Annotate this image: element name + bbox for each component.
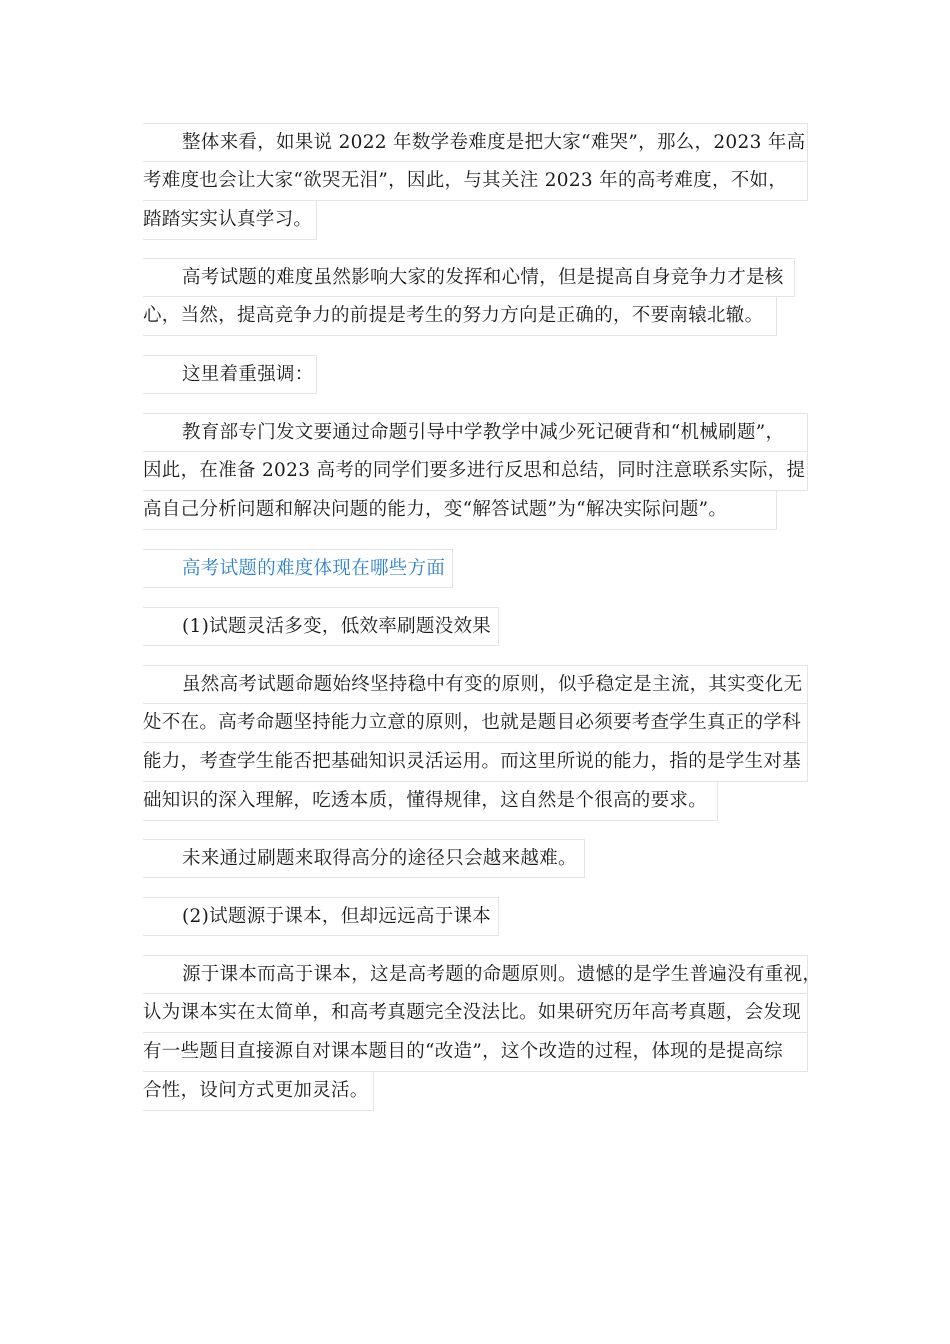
text-line: 源于课本而高于课本，这是高考题的命题原则。遗憾的是学生普遍没有重视， [143,955,808,994]
text-line: 未来通过刷题来取得高分的途径只会越来越难。 [143,839,585,878]
paragraph-overall-view [143,123,808,240]
text-line: 踏踏实实认真学习。 [143,201,317,240]
text-line: 合性，设问方式更加灵活。 [143,1072,374,1111]
text-line: 考难度也会让大家“欲哭无泪”，因此，与其关注 2023 年的高考难度，不如， [143,162,808,201]
text-line: 教育部专门发文要通过命题引导中学教学中减少死记硬背和“机械刷题”， [143,413,808,452]
text-line: 能力，考查学生能否把基础知识灵活运用。而这里所说的能力，指的是学生对基 [143,743,808,782]
text-line: 础知识的深入理解，吃透本质，懂得规律，这自然是个很高的要求。 [143,782,718,821]
subheading-textbook [143,897,808,936]
text-line: 心，当然，提高竞争力的前提是考生的努力方向是正确的，不要南辕北辙。 [143,297,777,336]
paragraph-emphasis [143,355,808,394]
section-heading [143,549,808,588]
text-line: 这里着重强调： [143,355,317,394]
text-line: 虽然高考试题命题始终坚持稳中有变的原则，似乎稳定是主流，其实变化无 [143,665,808,704]
paragraph-textbook-origin [143,955,822,1111]
heading-line: 高考试题的难度体现在哪些方面 [143,549,453,588]
text-line: 有一些题目直接源自对课本题目的“改造”，这个改造的过程，体现的是提高综 [143,1033,808,1072]
text-line: 高考试题的难度虽然影响大家的发挥和心情，但是提高自身竞争力才是核 [143,258,795,297]
text-line: 高自己分析问题和解决问题的能力，变“解答试题”为“解决实际问题”。 [143,491,777,530]
subheading-flexible [143,607,808,646]
paragraph-ministry-notice [143,413,808,530]
text-line: (1)试题灵活多变，低效率刷题没效果 [143,607,499,646]
paragraph-stable-change [143,665,808,821]
text-line: 认为课本实在太简单，和高考真题完全没法比。如果研究历年高考真题，会发现 [143,994,808,1033]
text-line: 处不在。高考命题坚持能力立意的原则，也就是题目必须要考查学生真正的学科 [143,704,808,743]
text-line: 整体来看，如果说 2022 年数学卷难度是把大家“难哭”，那么，2023 年高 [143,123,808,162]
paragraph-future [143,839,808,878]
text-line: (2)试题源于课本，但却远远高于课本 [143,897,499,936]
text-line: 因此，在准备 2023 高考的同学们要多进行反思和总结，同时注意联系实际，提 [143,452,808,491]
paragraph-competitiveness [143,258,808,336]
